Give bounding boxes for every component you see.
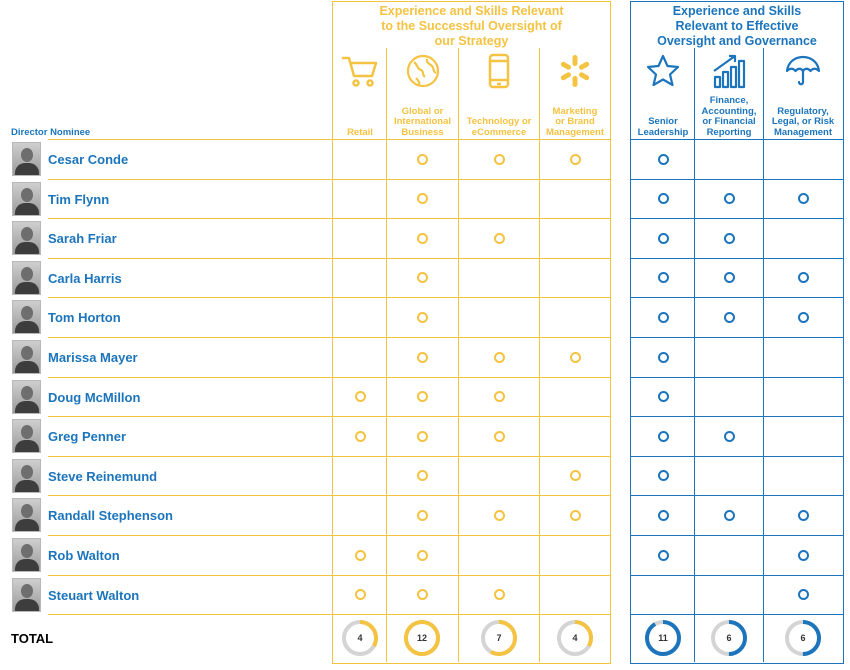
skill-marker-senior [658, 272, 669, 283]
director-name-rob-walton: Rob Walton [48, 548, 120, 563]
total-gauge-finance [709, 618, 749, 658]
total-label: TOTAL [11, 631, 54, 646]
director-name-marissa-mayer: Marissa Mayer [48, 350, 138, 365]
strategy-group-title: Experience and Skills Relevant to the Successful Oversight of our Strategy [379, 4, 564, 48]
col-label-global: Global or International Business [393, 105, 451, 138]
total-value-retail: 4 [357, 633, 363, 643]
director-name-cesar-conde: Cesar Conde [48, 152, 129, 167]
director-row [0, 495, 850, 535]
skill-marker-tech [494, 391, 505, 402]
director-row [0, 139, 850, 179]
skill-marker-senior [658, 352, 669, 363]
total-value-regulatory: 6 [800, 633, 806, 643]
skill-marker-global [417, 352, 428, 363]
total-value-finance: 6 [726, 633, 732, 643]
director-name-doug-mcmillon: Doug McMillon [48, 389, 141, 405]
skill-marker-senior [658, 431, 669, 442]
total-gauge-tech [479, 618, 519, 658]
director-row [0, 179, 850, 219]
total-gauge-global [402, 618, 442, 658]
director-name-greg-penner: Greg Penner [48, 429, 127, 445]
director-row [0, 297, 850, 337]
skill-marker-regulatory [798, 550, 809, 561]
skill-marker-senior [658, 154, 669, 165]
skill-marker-finance [724, 431, 735, 442]
skill-marker-marketing [570, 470, 581, 481]
umbrella-icon [764, 52, 842, 90]
skill-marker-retail [355, 589, 366, 600]
skill-marker-senior [658, 233, 669, 244]
skill-marker-tech [494, 510, 505, 521]
director-name-sarah-friar: Sarah Friar [48, 231, 117, 247]
avatar [12, 578, 41, 612]
skill-marker-global [417, 154, 428, 165]
avatar [12, 419, 41, 453]
director-name-steuart-walton: Steuart Walton [48, 587, 140, 603]
skill-marker-global [417, 510, 428, 521]
col-label-finance: Finance, Accounting, or Financial Reporting [701, 95, 757, 138]
skill-marker-global [417, 431, 428, 442]
skill-marker-senior [658, 193, 669, 204]
total-value-global: 12 [416, 633, 427, 643]
skill-marker-global [417, 312, 428, 323]
row-divider [631, 614, 843, 615]
total-gauge-senior [643, 618, 683, 658]
avatar [12, 142, 41, 176]
skill-marker-senior [658, 312, 669, 323]
avatar [12, 182, 41, 216]
skill-marker-finance [724, 272, 735, 283]
director-row [0, 218, 850, 258]
avatar [12, 380, 41, 414]
avatar [12, 459, 41, 493]
director-row [0, 258, 850, 298]
director-name-steve-reinemund: Steve Reinemund [48, 468, 158, 484]
skill-marker-retail [355, 431, 366, 442]
skill-marker-global [417, 193, 428, 204]
skill-marker-global [417, 470, 428, 481]
shopping-cart-icon [334, 52, 386, 90]
avatar [12, 261, 41, 295]
avatar [12, 340, 41, 374]
skill-marker-marketing [570, 352, 581, 363]
director-row [0, 456, 850, 496]
skill-marker-retail [355, 391, 366, 402]
col-label-regulatory: Regulatory, Legal, or Risk Management [771, 105, 835, 138]
skill-marker-senior [658, 550, 669, 561]
total-gauge-marketing [555, 618, 595, 658]
skill-marker-marketing [570, 510, 581, 521]
skill-marker-retail [355, 550, 366, 561]
total-value-marketing: 4 [572, 633, 578, 643]
total-value-tech: 7 [496, 633, 502, 643]
total-gauge-retail [340, 618, 380, 658]
skill-marker-senior [658, 391, 669, 402]
skill-marker-regulatory [798, 193, 809, 204]
governance-group-title: Experience and Skills Relevant to Effective Oversight and Governance [657, 4, 817, 48]
skill-marker-regulatory [798, 510, 809, 521]
rising-chart-icon [695, 52, 763, 90]
director-row [0, 416, 850, 456]
skill-marker-tech [494, 352, 505, 363]
row-divider [333, 614, 610, 615]
col-label-technology: Technology or eCommerce [466, 116, 532, 138]
director-name-tim-flynn: Tim Flynn [48, 191, 110, 207]
skill-marker-global [417, 550, 428, 561]
director-row [0, 535, 850, 575]
director-row [0, 377, 850, 417]
total-value-senior: 11 [658, 633, 668, 643]
skill-marker-regulatory [798, 312, 809, 323]
skill-marker-marketing [570, 154, 581, 165]
director-name-carla-harris: Carla Harris [48, 270, 122, 286]
skill-marker-global [417, 233, 428, 244]
col-label-retail: Retail [347, 126, 373, 138]
director-nominee-header: Director Nominee [11, 127, 91, 138]
director-name-tom-horton: Tom Horton [48, 310, 121, 326]
skill-marker-regulatory [798, 589, 809, 600]
skill-marker-finance [724, 193, 735, 204]
spark-icon [540, 52, 610, 90]
avatar [12, 538, 41, 572]
skill-marker-senior [658, 510, 669, 521]
globe-icon [387, 52, 458, 90]
row-divider [48, 614, 332, 615]
skill-marker-global [417, 272, 428, 283]
director-row [0, 337, 850, 377]
col-label-senior-leadership: Senior Leadership [637, 116, 689, 138]
skill-marker-tech [494, 233, 505, 244]
skill-marker-tech [494, 589, 505, 600]
avatar [12, 498, 41, 532]
skill-marker-tech [494, 431, 505, 442]
skill-marker-tech [494, 154, 505, 165]
total-gauge-regulatory [783, 618, 823, 658]
skill-marker-finance [724, 510, 735, 521]
col-label-marketing: Marketing or Brand Management [545, 105, 605, 138]
skill-marker-global [417, 391, 428, 402]
avatar [12, 300, 41, 334]
star-icon [632, 52, 694, 90]
skill-marker-finance [724, 312, 735, 323]
skill-marker-regulatory [798, 272, 809, 283]
skill-marker-global [417, 589, 428, 600]
smartphone-icon [459, 52, 539, 90]
director-name-randall-stephenson: Randall Stephenson [48, 508, 173, 524]
director-row [0, 575, 850, 615]
skill-marker-finance [724, 233, 735, 244]
skill-marker-senior [658, 470, 669, 481]
avatar [12, 221, 41, 255]
